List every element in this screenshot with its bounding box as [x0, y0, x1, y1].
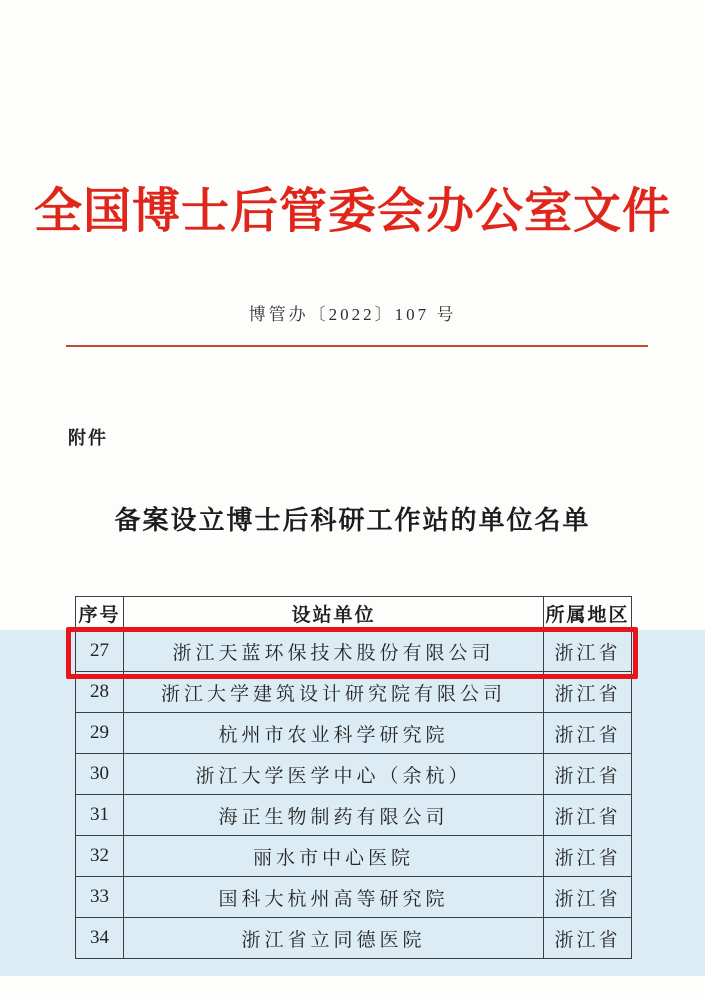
table-row — [76, 713, 632, 754]
table-row — [76, 672, 632, 713]
cell-region: 浙江省 — [544, 631, 632, 672]
cell-unit: 海正生物制药有限公司 — [124, 795, 544, 836]
cell-region: 浙江省 — [544, 754, 632, 795]
cell-no: 34 — [76, 918, 124, 959]
cell-unit: 浙江大学建筑设计研究院有限公司 — [124, 672, 544, 713]
table-title: 备案设立博士后科研工作站的单位名单 — [114, 506, 591, 535]
cell-unit: 丽水市中心医院 — [124, 836, 544, 877]
cell-region: 浙江省 — [544, 672, 632, 713]
station-roster-table — [75, 596, 632, 959]
document-number: 博管办〔2022〕107 号 — [248, 305, 457, 324]
column-header-region: 所属地区 — [544, 597, 632, 631]
cell-region: 浙江省 — [544, 795, 632, 836]
cell-unit: 浙江省立同德医院 — [124, 918, 544, 959]
cell-no: 31 — [76, 795, 124, 836]
cell-region: 浙江省 — [544, 918, 632, 959]
document-header-title: 全国博士后管委会办公室文件 — [33, 185, 671, 238]
column-header-no: 序号 — [76, 597, 124, 631]
table-row — [76, 754, 632, 795]
cell-region: 浙江省 — [544, 713, 632, 754]
table-row — [76, 795, 632, 836]
cell-unit: 杭州市农业科学研究院 — [124, 713, 544, 754]
table-header-row — [76, 597, 632, 631]
attachment-label: 附件 — [68, 428, 108, 448]
column-header-unit: 设站单位 — [124, 597, 544, 631]
cell-no: 33 — [76, 877, 124, 918]
table-row-highlighted — [76, 631, 632, 672]
cell-unit: 浙江大学医学中心（余杭） — [124, 754, 544, 795]
cell-unit: 国科大杭州高等研究院 — [124, 877, 544, 918]
cell-no: 27 — [76, 631, 124, 672]
cell-region: 浙江省 — [544, 836, 632, 877]
red-divider-line — [66, 345, 648, 347]
cell-no: 32 — [76, 836, 124, 877]
cell-no: 29 — [76, 713, 124, 754]
table-row — [76, 836, 632, 877]
cell-region: 浙江省 — [544, 877, 632, 918]
table-row — [76, 918, 632, 959]
cell-unit: 浙江天蓝环保技术股份有限公司 — [124, 631, 544, 672]
table-row — [76, 877, 632, 918]
cell-no: 30 — [76, 754, 124, 795]
cell-no: 28 — [76, 672, 124, 713]
